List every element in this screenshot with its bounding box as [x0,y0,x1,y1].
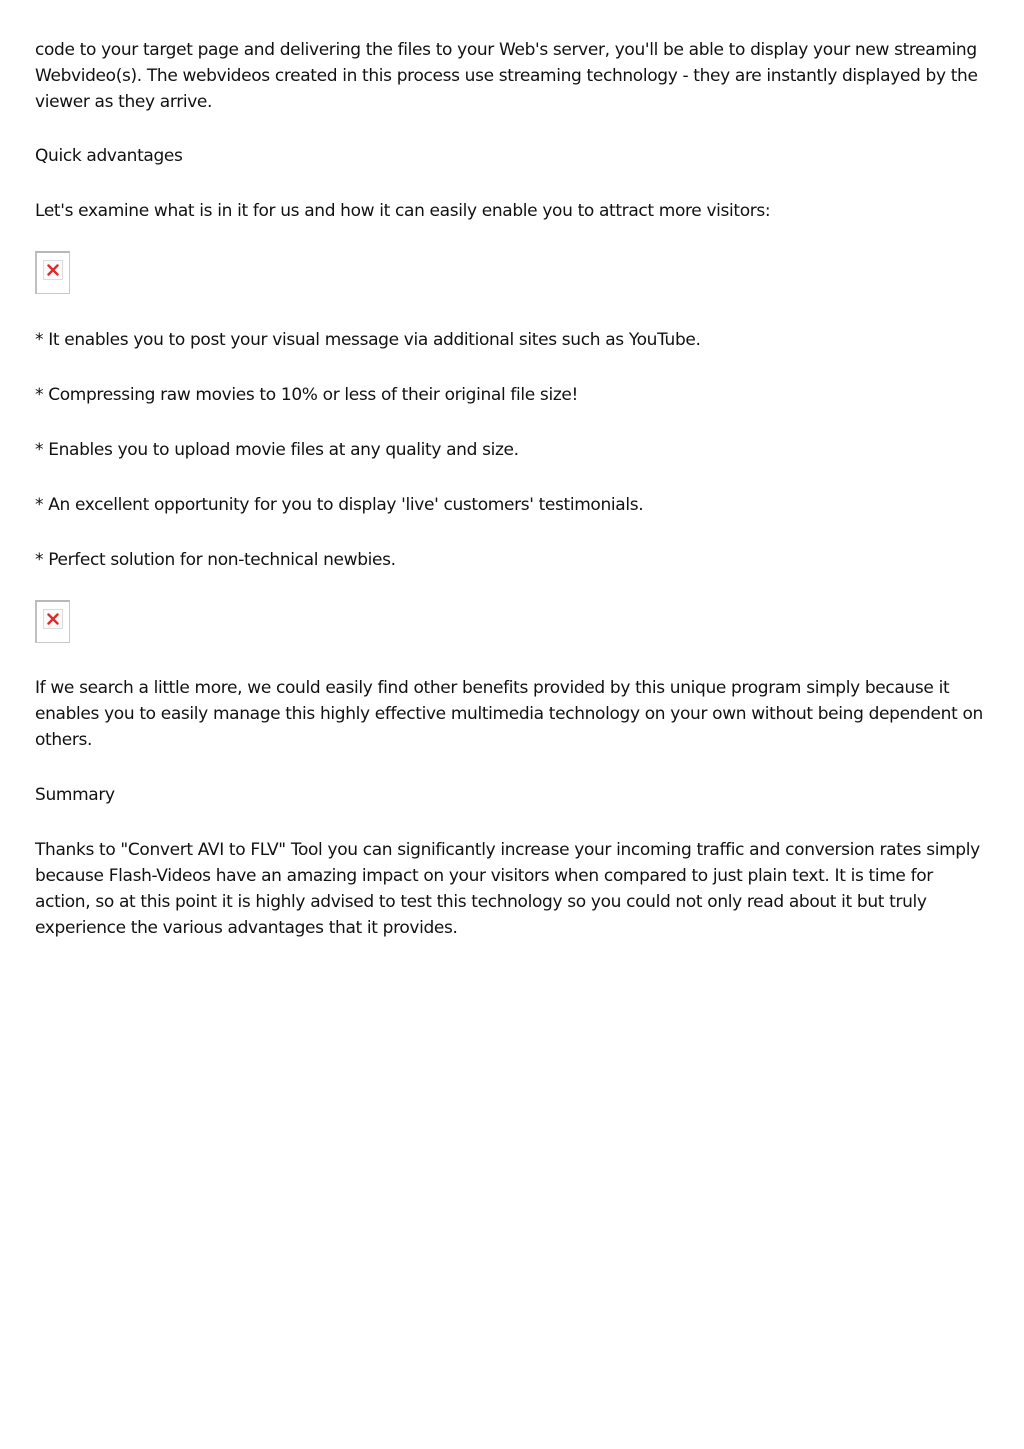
heading-summary: Summary [35,785,115,805]
broken-image-frame [43,609,63,629]
summary-paragraph: Thanks to "Convert AVI to FLV" Tool you can significantly increase your incoming traffic and conversion rates simply because Flash-Videos have an amazing impact on your visitors when compared to just plain text. It is time for action, so at this point it is highly advised to test this technology so you could not only read about it but truly experience the various advantages that it provides. [35,840,980,938]
broken-image-frame [43,260,63,280]
heading-quick-advantages: Quick advantages [35,146,183,166]
intro-paragraph: code to your target page and delivering the files to your Web's server, you'll be able to display your new streaming Webvideo(s). The webvideos created in this process use streaming technology - they are instantly displayed by the viewer as they arrive. [35,40,978,112]
document-body [35,37,990,941]
list-item: * It enables you to post your visual message via additional sites such as YouTube. [35,330,701,350]
broken-image-icon [35,600,70,643]
error-x-icon [47,264,59,276]
list-item: * Enables you to upload movie files at any quality and size. [35,440,519,460]
advantages-intro: Let's examine what is in it for us and how it can easily enable you to attract more visitors: [35,201,771,221]
list-item: * Perfect solution for non-technical newbies. [35,550,396,570]
list-item: * Compressing raw movies to 10% or less of their original file size! [35,385,578,405]
broken-image-icon [35,251,70,294]
error-x-icon [47,613,59,625]
benefits-paragraph: If we search a little more, we could easily find other benefits provided by this unique program simply because it enables you to easily manage this highly effective multimedia technology on your own without being dependent on others. [35,678,983,750]
list-item: * An excellent opportunity for you to display 'live' customers' testimonials. [35,495,644,515]
